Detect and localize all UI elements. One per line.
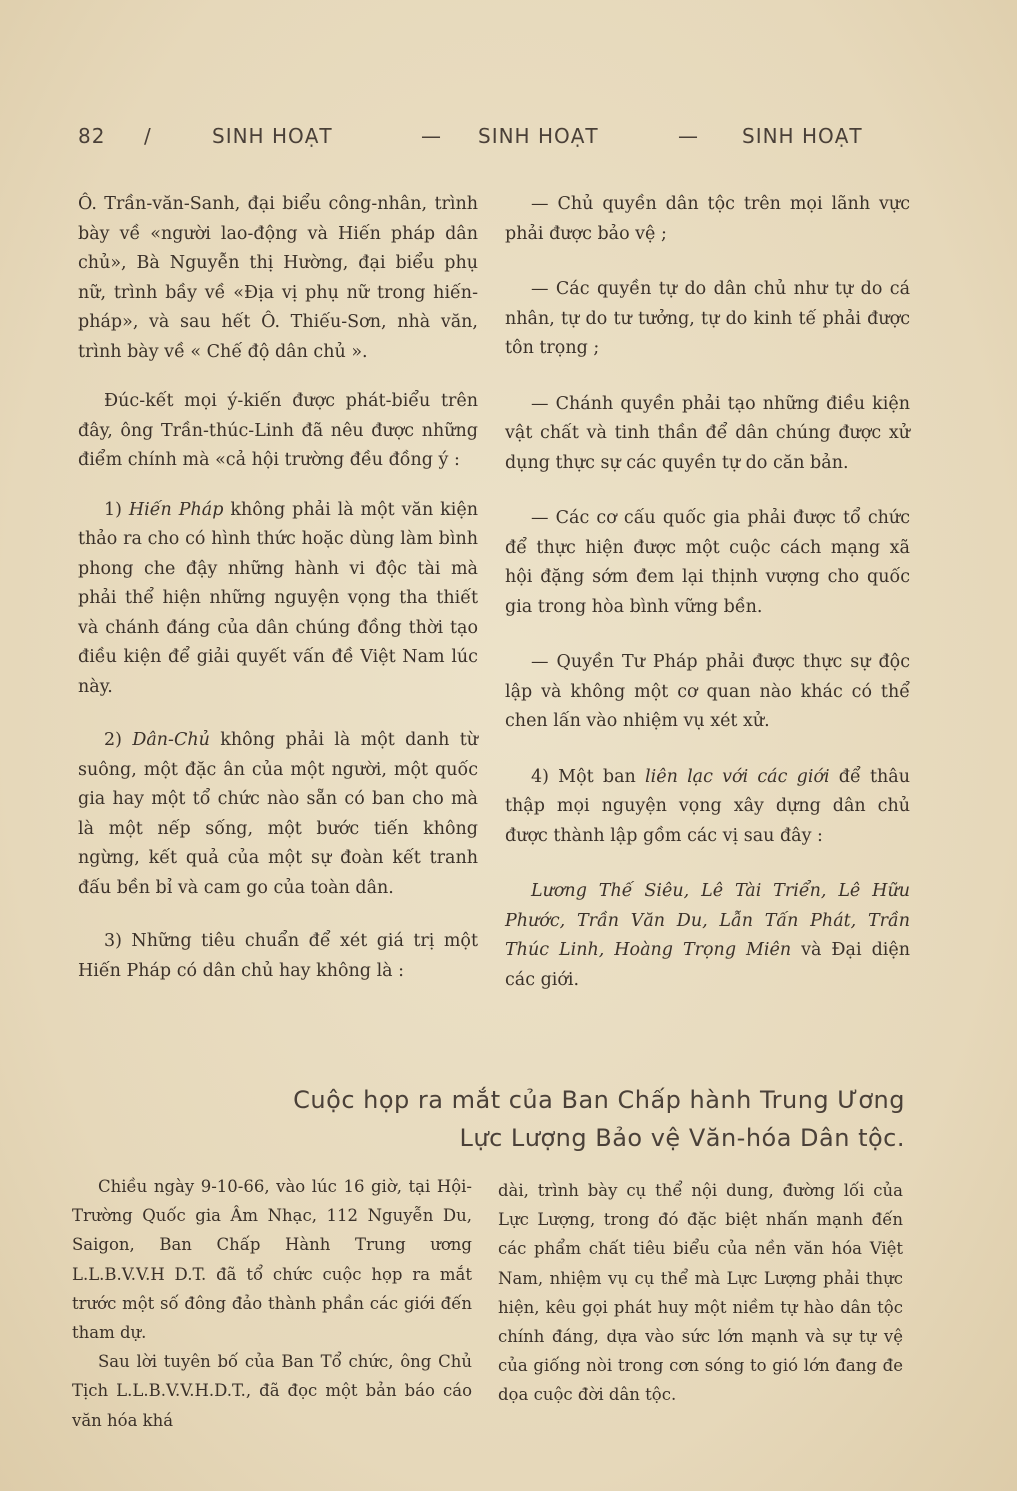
criterion-point: — Chủ quyền dân tộc trên mọi lãnh vực phải được bảo vệ ; bbox=[505, 194, 910, 244]
member-names: Lương Thế Siêu, Lê Tài Triển, Lê Hữu Phước, Trần Văn Du, Lẫn Tấn Phát, Trần Thúc Linh, Hoàng Trọng Miên bbox=[505, 881, 910, 960]
emphasis: liên lạc với các giới bbox=[645, 766, 830, 787]
item-number: 1) bbox=[104, 499, 122, 520]
item-text: để thâu thập mọi nguyện vọng xây dựng dân chủ được thành lập gồm các vị sau đây : bbox=[505, 766, 910, 846]
names-list bbox=[505, 877, 910, 995]
list-item bbox=[78, 726, 478, 903]
header-dash: — bbox=[678, 124, 699, 148]
paragraph: Sau lời tuyên bố của Ban Tổ chức, ông Chủ Tịch L.L.B.V.V.H.D.T., đã đọc một bản báo cáo văn hóa khá bbox=[72, 1352, 472, 1430]
list-item bbox=[505, 763, 910, 852]
right-column-bottom bbox=[498, 1176, 903, 1410]
running-title: SINH HOẠT bbox=[742, 124, 863, 148]
criterion-point: — Các quyền tự do dân chủ như tự do cá nhân, tự do tư tưởng, tự do kinh tế phải được tôn trọng ; bbox=[505, 279, 910, 358]
paragraph: Ô. Trần-văn-Sanh, đại biểu công-nhân, trình bày về «người lao-động và Hiến pháp dân chủ», Bà Nguyễn thị Hường, đại biểu phụ nữ, trình bầy về «Địa vị phụ nữ trong hiến-pháp», và sau hết Ô. Thiếu-Sơn, nhà văn, trình bày về « Chế độ dân chủ ». bbox=[78, 194, 478, 362]
header-dash: — bbox=[421, 124, 442, 148]
paragraph: Chiều ngày 9-10-66, vào lúc 16 giờ, tại Hội-Trường Quốc gia Âm Nhạc, 112 Nguyễn Du, Saigon, Ban Chấp Hành Trung ương L.L.B.V.V.H D.T. đã tổ chức cuộc họp ra mắt trước một số đông đảo thành phần các giới đến tham dự. bbox=[72, 1177, 472, 1343]
list-item bbox=[78, 496, 478, 703]
left-column-bottom bbox=[72, 1172, 472, 1435]
paragraph: Đúc-kết mọi ý-kiến được phát-biểu trên đây, ông Trần-thúc-Linh đã nêu được những điểm chính mà «cả hội trường đều đồng ý : bbox=[78, 391, 478, 470]
criterion-point: — Chánh quyền phải tạo những điều kiện vật chất và tinh thần để dân chúng được xử dụng thực sự các quyền tự do căn bản. bbox=[505, 393, 910, 473]
section-title: Cuộc họp ra mắt của Ban Chấp hành Trung Ương bbox=[293, 1086, 905, 1114]
names-tail: và Đại diện các giới. bbox=[505, 940, 910, 990]
paragraph: dài, trình bày cụ thể nội dung, đường lối của Lực Lượng, trong đó đặc biệt nhấn mạnh đến các phẩm chất tiêu biểu của nền văn hóa Việt Nam, nhiệm vụ cụ thể mà Lực Lượng phải thực hiện, kêu gọi phát huy một niềm tự hào dân tộc chính đáng, dựa vào sức lớn mạnh và sự tự vệ của giống nòi trong cơn sóng to gió lớn đang đe dọa cuộc đời dân tộc. bbox=[498, 1181, 903, 1405]
page-number: 82 bbox=[78, 124, 106, 148]
emphasis: Dân-Chủ bbox=[132, 730, 210, 750]
running-title: SINH HOẠT bbox=[212, 124, 333, 148]
item-text: không phải là một văn kiện thảo ra cho có hình thức hoặc dùng làm bình phong che đậy những hành vi độc tài mà phải thể hiện những nguyện vọng tha thiết và chánh đáng của dân chúng đồng thời tạo điều kiện để giải quyết vấn đề Việt Nam lúc này. bbox=[78, 499, 478, 697]
criterion-point: — Quyền Tư Pháp phải được thực sự độc lập và không một cơ quan nào khác có thể chen lấn vào nhiệm vụ xét xử. bbox=[505, 652, 910, 731]
header-separator: / bbox=[144, 124, 152, 148]
item-text: không phải là một danh từ suông, một đặc ân của một người, một quốc gia hay một tổ chức nào sẵn có ban cho mà là một nếp sống, một bước tiến không ngừng, kết quả của một sự đoàn kết tranh đấu bền bỉ và cam go của toàn dân. bbox=[78, 730, 478, 898]
left-column-top bbox=[78, 190, 478, 1010]
section-title: Lực Lượng Bảo vệ Văn-hóa Dân tộc. bbox=[459, 1124, 905, 1152]
criterion-point: — Các cơ cấu quốc gia phải được tổ chức để thực hiện được một cuộc cách mạng xã hội đặng sớm đem lại thịnh vượng cho quốc gia trong hòa bình vững bền. bbox=[505, 508, 910, 617]
running-header bbox=[78, 124, 908, 158]
emphasis: Hiến Pháp bbox=[128, 499, 224, 520]
right-column-top bbox=[505, 190, 910, 1021]
item-number: 2) bbox=[104, 730, 122, 750]
list-item: 3) Những tiêu chuẩn để xét giá trị một Hiến Pháp có dân chủ hay không là : bbox=[78, 931, 478, 981]
item-text: 4) Một ban bbox=[531, 766, 636, 787]
running-title: SINH HOẠT bbox=[478, 124, 599, 148]
